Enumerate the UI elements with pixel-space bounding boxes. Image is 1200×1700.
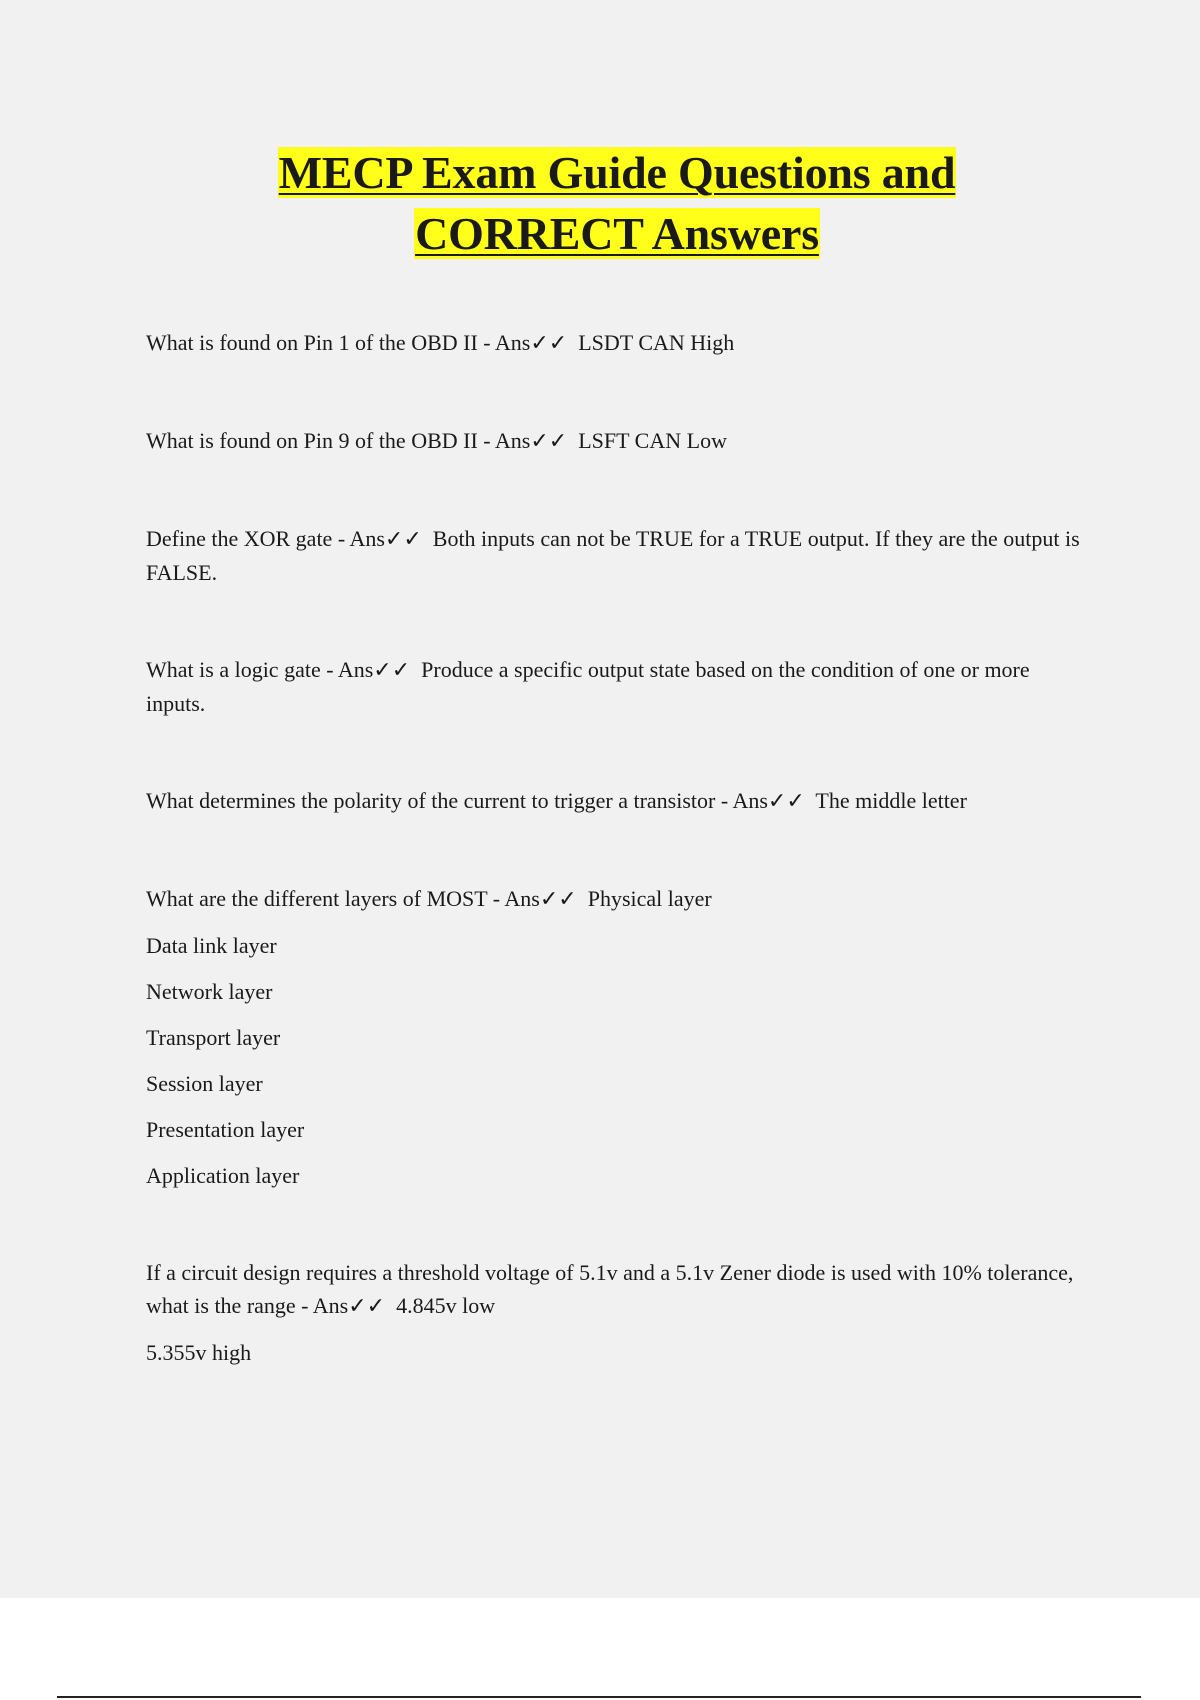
- check-icon: ✓✓: [373, 658, 411, 683]
- answer-continuation: Application layer: [146, 1163, 300, 1188]
- answer-continuation: Network layer: [146, 979, 273, 1004]
- document-title: [0, 142, 1200, 264]
- qa-item: [146, 522, 1086, 589]
- check-icon: ✓✓: [348, 1294, 386, 1319]
- qa-text: [146, 424, 1086, 458]
- answer-text: 4.845v low: [385, 1293, 496, 1318]
- answer-separator: - Ans: [320, 657, 374, 682]
- answer-separator: - Ans: [715, 788, 768, 813]
- check-icon: ✓✓: [384, 527, 422, 552]
- answer-separator: - Ans: [295, 1293, 349, 1318]
- qa-text: [146, 882, 1086, 916]
- answer-separator: - Ans: [332, 526, 385, 551]
- answer-continuation: Presentation layer: [146, 1117, 305, 1142]
- check-icon: ✓✓: [530, 331, 568, 356]
- question-text: What are the different layers of MOST: [146, 886, 488, 911]
- qa-text: [146, 326, 1086, 360]
- check-icon: ✓✓: [530, 429, 568, 454]
- answer-text: LSDT CAN High: [567, 330, 735, 355]
- question-text: What is a logic gate: [146, 657, 321, 682]
- answer-separator: - Ans: [477, 330, 531, 355]
- check-icon: ✓✓: [539, 887, 577, 912]
- answer-text: Both inputs can not be TRUE for a TRUE output. If they are the output is FALSE.: [146, 526, 1086, 585]
- qa-item: [146, 326, 1086, 360]
- answer-text: Produce a specific output state based on the condition of one or more inputs.: [146, 657, 1036, 716]
- question-text: What determines the polarity of the current to trigger a transistor: [146, 788, 716, 813]
- answer-separator: - Ans: [477, 428, 531, 453]
- answer-text: The middle letter: [804, 788, 967, 813]
- qa-item: [146, 882, 1086, 1192]
- question-text: What is found on Pin 9 of the OBD II: [146, 428, 478, 453]
- title-line-2: CORRECT Answers: [415, 208, 819, 259]
- question-text: Define the XOR gate: [146, 526, 333, 551]
- answer-continuation: Session layer: [146, 1071, 263, 1096]
- check-icon: ✓✓: [767, 789, 805, 814]
- answer-continuation: 5.355v high: [146, 1340, 252, 1365]
- answer-separator: - Ans: [487, 886, 540, 911]
- answer-continuation: Transport layer: [146, 1025, 281, 1050]
- answer-text: Physical layer: [576, 886, 712, 911]
- qa-item: [146, 784, 1086, 818]
- qa-item: [146, 653, 1086, 720]
- footer-rule: [57, 1696, 1141, 1698]
- title-line-1: MECP Exam Guide Questions and: [278, 147, 956, 198]
- qa-item: [146, 1256, 1086, 1369]
- answer-text: LSFT CAN Low: [567, 428, 727, 453]
- qa-text: [146, 1256, 1086, 1323]
- question-text: If a circuit design requires a threshold voltage of 5.1v and a 5.1v Zener diode is used with 10% tolerance, what is the range: [146, 1260, 1074, 1318]
- question-text: What is found on Pin 1 of the OBD II: [146, 330, 478, 355]
- qa-text: [146, 522, 1086, 589]
- answer-continuation: Data link layer: [146, 933, 277, 958]
- qa-item: [146, 424, 1086, 458]
- qa-text: [146, 784, 1086, 818]
- qa-text: [146, 653, 1086, 720]
- qa-list: [146, 326, 1086, 1369]
